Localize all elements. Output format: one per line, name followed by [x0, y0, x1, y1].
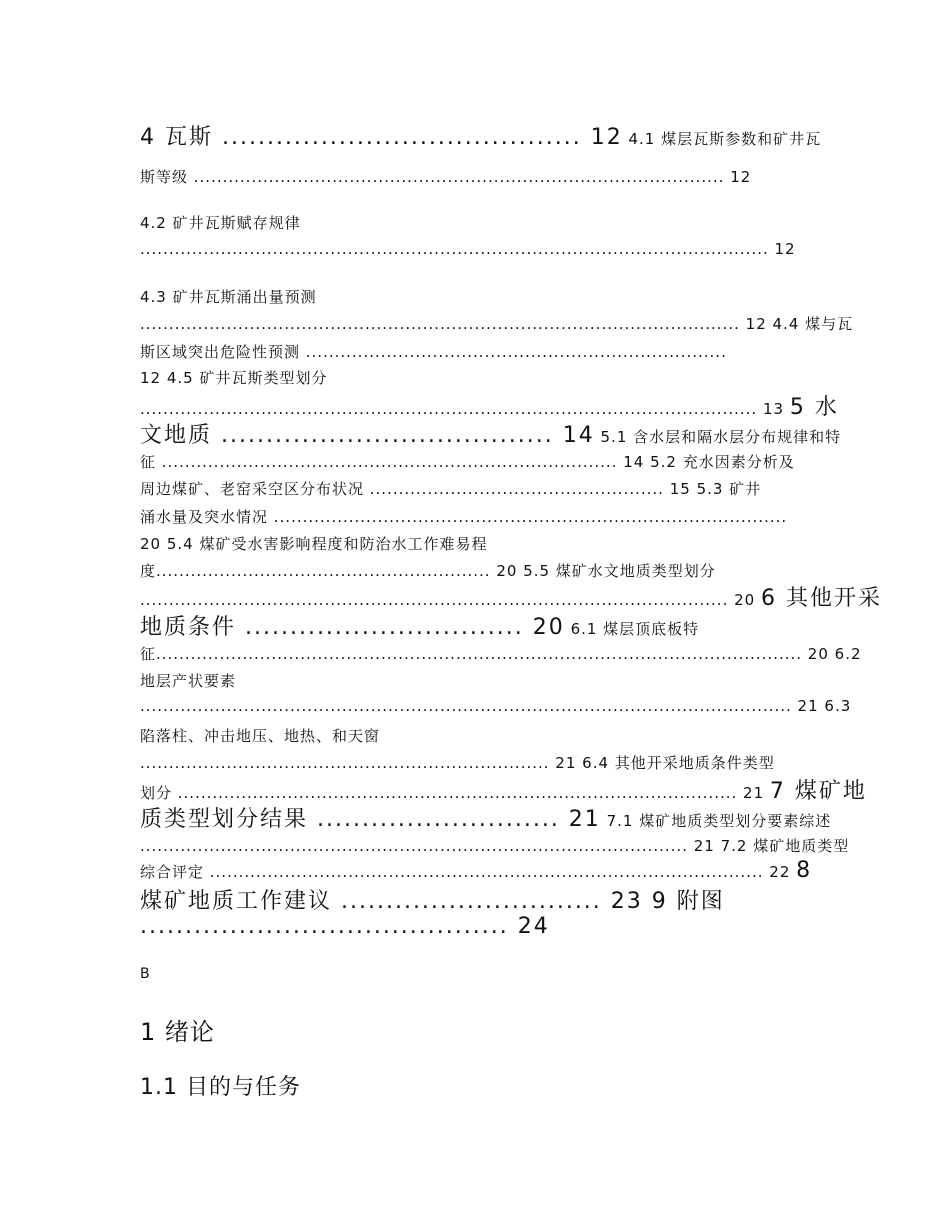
toc-line: [140, 390, 839, 421]
toc-line: 涌水量及突水情况 .........................................................................................: [140, 508, 788, 526]
toc-entry-5-1[interactable]: 5.1 含水层和隔水层分布规律和特: [600, 428, 842, 446]
toc-line: 陷落柱、冲击地压、地热、和天窗: [140, 727, 381, 745]
toc-entry-4-3[interactable]: 4.3 矿井瓦斯涌出量预测: [140, 288, 317, 306]
toc-entry-4-2[interactable]: 4.2 矿井瓦斯赋存规律: [140, 214, 301, 232]
heading-1: 1 绪论: [140, 1018, 215, 1046]
toc-line: ............................................................................................... 21 7.2 煤矿地质类型: [140, 837, 850, 855]
toc-line: [140, 418, 841, 449]
toc-line: 地层产状要素: [140, 672, 237, 690]
toc-line: 斯区域突出危险性预测 .........................................................................: [140, 343, 727, 361]
toc-page: ...................................................................................................... 20: [140, 591, 756, 609]
toc-line: 征 ............................................................................... 14 5.2 充水因素分析及: [140, 453, 795, 471]
toc-line: 征................................................................................................................ 20 6.2: [140, 645, 862, 663]
toc-page: ........................................................................................................... 13: [140, 400, 785, 418]
toc-entry-6-1[interactable]: 6.1 煤层顶底板特: [570, 620, 700, 638]
toc-entry-ch6[interactable]: 6 其他开采: [760, 586, 882, 611]
toc-entry-ch8[interactable]: 8: [796, 858, 813, 883]
toc-line: [140, 858, 812, 883]
toc-line: 12 4.5 矿井瓦斯类型划分: [140, 369, 328, 387]
toc-line: ............................................................................................................. 12: [140, 240, 796, 258]
toc-entry-ch7[interactable]: 7 煤矿地: [769, 779, 867, 804]
toc-entry-ch6-cont[interactable]: 地质条件 ............................... 20: [140, 615, 565, 640]
toc-line: ....................................................................... 21 6.4 其他开采地质条件类型: [140, 754, 775, 772]
toc-line: 周边煤矿、老窑采空区分布状况 ................................................... 15 5.3 矿井: [140, 480, 762, 498]
toc-entry-ch5-cont[interactable]: 文地质 ..................................... 14: [140, 423, 595, 448]
toc-line: 20 5.4 煤矿受水害影响程度和防治水工作难易程: [140, 535, 488, 553]
toc-entry-ch8-cont[interactable]: 煤矿地质工作建议 ............................. 23 9 附图: [140, 889, 725, 914]
toc-page: 划分 ................................................................................................. 21: [140, 784, 765, 802]
toc-line: ........................................................................................................ 12 4.4 煤与瓦: [140, 315, 854, 333]
toc-line: ................................................................................................................. 21 6.3: [140, 697, 852, 715]
toc-line: [140, 120, 821, 151]
page-marker: B: [140, 966, 151, 982]
toc-line: 度.......................................................... 20 5.5 煤矿水文地质类型划分: [140, 562, 716, 580]
toc-line: ......................................... 24: [140, 914, 550, 939]
toc-line: [140, 802, 831, 833]
toc-entry-ch7-cont[interactable]: 质类型划分结果 ........................... 21: [140, 807, 601, 832]
toc-entry-7-1[interactable]: 7.1 煤矿地质类型划分要素综述: [606, 812, 832, 830]
toc-line: [140, 581, 882, 612]
toc-entry-ch5[interactable]: 5 水: [789, 395, 839, 420]
toc-entry-4-1[interactable]: 4.1 煤层瓦斯参数和矿井瓦: [628, 130, 822, 148]
toc-line: 斯等级 ............................................................................................ 12: [140, 168, 752, 186]
toc-entry-ch4[interactable]: 4 瓦斯 ........................................ 12: [140, 125, 623, 150]
toc-line: [140, 610, 699, 641]
heading-2: 1.1 目的与任务: [140, 1075, 301, 1100]
toc-line: [140, 774, 867, 805]
toc-page: 综合评定 ................................................................................................ 22: [140, 863, 791, 881]
